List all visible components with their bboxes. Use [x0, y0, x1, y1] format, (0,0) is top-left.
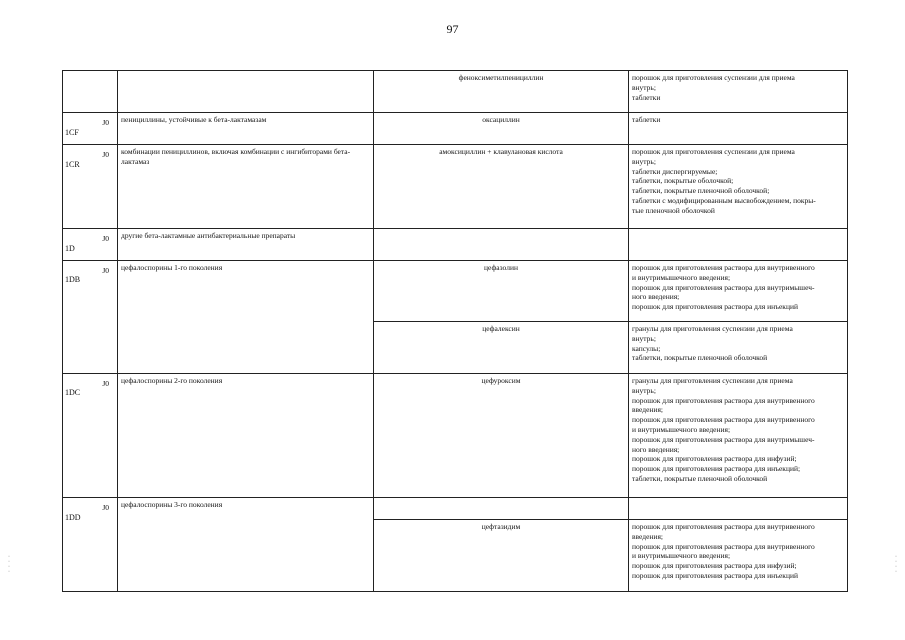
dosage-form-cell — [629, 374, 848, 498]
group-name-cell: цефалоспорины 3-го поколения — [118, 498, 374, 592]
drug-name-cell: цефуроксим — [374, 374, 629, 498]
dosage-form-line: введения; — [632, 405, 663, 415]
dosage-form-cell — [629, 71, 848, 113]
dosage-form-cell — [629, 261, 848, 322]
group-name-cell: комбинации пенициллинов, включая комбинации с ингибиторами бета-лактамаз — [118, 145, 374, 229]
dosage-form-line: капсулы; — [632, 343, 661, 353]
table-row — [63, 261, 848, 322]
group-name-cell: другие бета-лактамные антибактериальные препараты — [118, 229, 374, 261]
dosage-form-line: таблетки — [632, 115, 661, 124]
atc-code-prefix: J0 — [102, 503, 109, 512]
dosage-form-line: внутрь; — [632, 385, 656, 395]
dosage-form-line: введения; — [632, 531, 663, 541]
dosage-form-line: порошок для приготовления раствора для инъекций — [632, 570, 798, 580]
dosage-form-line: и внутримышечного введения; — [632, 424, 731, 434]
dosage-form-line: внутрь; — [632, 82, 656, 92]
dosage-form-line: и внутримышечного введения; — [632, 272, 731, 282]
drug-name-cell: цефтазидим — [374, 520, 629, 592]
drug-name-cell — [374, 229, 629, 261]
dosage-form-cell — [629, 520, 848, 592]
atc-code-cell — [63, 229, 118, 261]
group-name-cell: цефалоспорины 2-го поколения — [118, 374, 374, 498]
atc-code-cell — [63, 71, 118, 113]
drug-name-cell: амоксициллин + клавулановая кислота — [374, 145, 629, 229]
dosage-form-line: таблетки, покрытые пленочной оболочкой — [632, 473, 768, 483]
dosage-form-line: внутрь; — [632, 333, 656, 343]
dosage-form-line: порошок для приготовления суспензии для приема — [632, 147, 795, 156]
dosage-form-line: гранулы для приготовления суспензии для приема — [632, 376, 793, 385]
dosage-form-line: порошок для приготовления раствора для внутривенного — [632, 263, 815, 272]
table-row — [63, 145, 848, 229]
dosage-form-line: таблетки диспергируемые; — [632, 166, 718, 176]
atc-code-cell — [63, 498, 118, 592]
atc-code-prefix: J0 — [102, 150, 109, 159]
dosage-form-cell — [629, 145, 848, 229]
table-row — [63, 113, 848, 145]
atc-code-prefix: J0 — [102, 234, 109, 243]
table-row — [63, 374, 848, 498]
atc-code-suffix: 1D — [65, 244, 75, 253]
dosage-form-line: таблетки, покрытые пленочной оболочкой; — [632, 186, 770, 196]
dosage-form-line: таблетки с модифицированным высвобождением, покры- — [632, 195, 816, 205]
atc-code-suffix: 1DB — [65, 275, 81, 284]
table-row — [63, 229, 848, 261]
atc-code-suffix: 1CR — [65, 160, 80, 169]
table-row — [63, 498, 848, 520]
table-row — [63, 71, 848, 113]
atc-code-prefix: J0 — [102, 118, 109, 127]
atc-code-suffix: 1DD — [65, 513, 81, 522]
dosage-form-line: таблетки — [632, 92, 661, 102]
dosage-form-cell — [629, 322, 848, 374]
dosage-form-line: тые пленочной оболочкой — [632, 205, 715, 215]
dosage-form-line: порошок для приготовления раствора для инфузий; — [632, 454, 797, 464]
dosage-form-line: ного введения; — [632, 444, 680, 454]
atc-code-cell — [63, 145, 118, 229]
drug-name-cell: цефазолин — [374, 261, 629, 322]
dosage-form-line: порошок для приготовления раствора для внутривенного — [632, 395, 815, 405]
dosage-form-line: порошок для приготовления раствора для инфузий; — [632, 561, 797, 571]
group-name-cell: пенициллины, устойчивые к бета-лактамазам — [118, 113, 374, 145]
atc-code-suffix: 1CF — [65, 128, 79, 137]
dosage-form-line: и внутримышечного введения; — [632, 551, 731, 561]
atc-code-cell — [63, 113, 118, 145]
drug-name-cell: оксациллин — [374, 113, 629, 145]
dosage-form-line: порошок для приготовления раствора для инъекций — [632, 302, 798, 312]
drug-table — [62, 70, 848, 592]
dosage-form-line: порошок для приготовления раствора для внутривенного — [632, 415, 815, 425]
dosage-form-cell — [629, 113, 848, 145]
dosage-form-line: ного введения; — [632, 292, 680, 302]
dosage-form-cell — [629, 498, 848, 520]
atc-code-prefix: J0 — [102, 379, 109, 388]
atc-code-prefix: J0 — [102, 266, 109, 275]
group-name-cell: цефалоспорины 1-го поколения — [118, 261, 374, 374]
atc-code-cell — [63, 374, 118, 498]
dosage-form-line: таблетки, покрытые пленочной оболочкой — [632, 353, 768, 363]
drug-name-cell: феноксиметилпенициллин — [374, 71, 629, 113]
atc-code-cell — [63, 261, 118, 374]
dosage-form-line: внутрь; — [632, 156, 656, 166]
page-number: 97 — [446, 22, 459, 36]
atc-code-suffix: 1DC — [65, 388, 81, 397]
left-edge-mark: · · · · — [8, 554, 10, 575]
dosage-form-line: таблетки, покрытые оболочкой; — [632, 176, 734, 186]
dosage-form-line: гранулы для приготовления суспензии для приема — [632, 324, 793, 333]
right-edge-mark: · · · · — [895, 554, 897, 575]
dosage-form-line: порошок для приготовления раствора для инъекций; — [632, 464, 801, 474]
dosage-form-line: порошок для приготовления суспензии для приема — [632, 73, 795, 82]
group-name-cell — [118, 71, 374, 113]
dosage-form-line: порошок для приготовления раствора для внутримышеч- — [632, 434, 815, 444]
dosage-form-line: порошок для приготовления раствора для внутримышеч- — [632, 282, 815, 292]
dosage-form-line: порошок для приготовления раствора для внутривенного — [632, 522, 815, 531]
dosage-form-cell — [629, 229, 848, 261]
dosage-form-line: порошок для приготовления раствора для внутривенного — [632, 541, 815, 551]
drug-name-cell: цефалексин — [374, 322, 629, 374]
drug-name-cell — [374, 498, 629, 520]
